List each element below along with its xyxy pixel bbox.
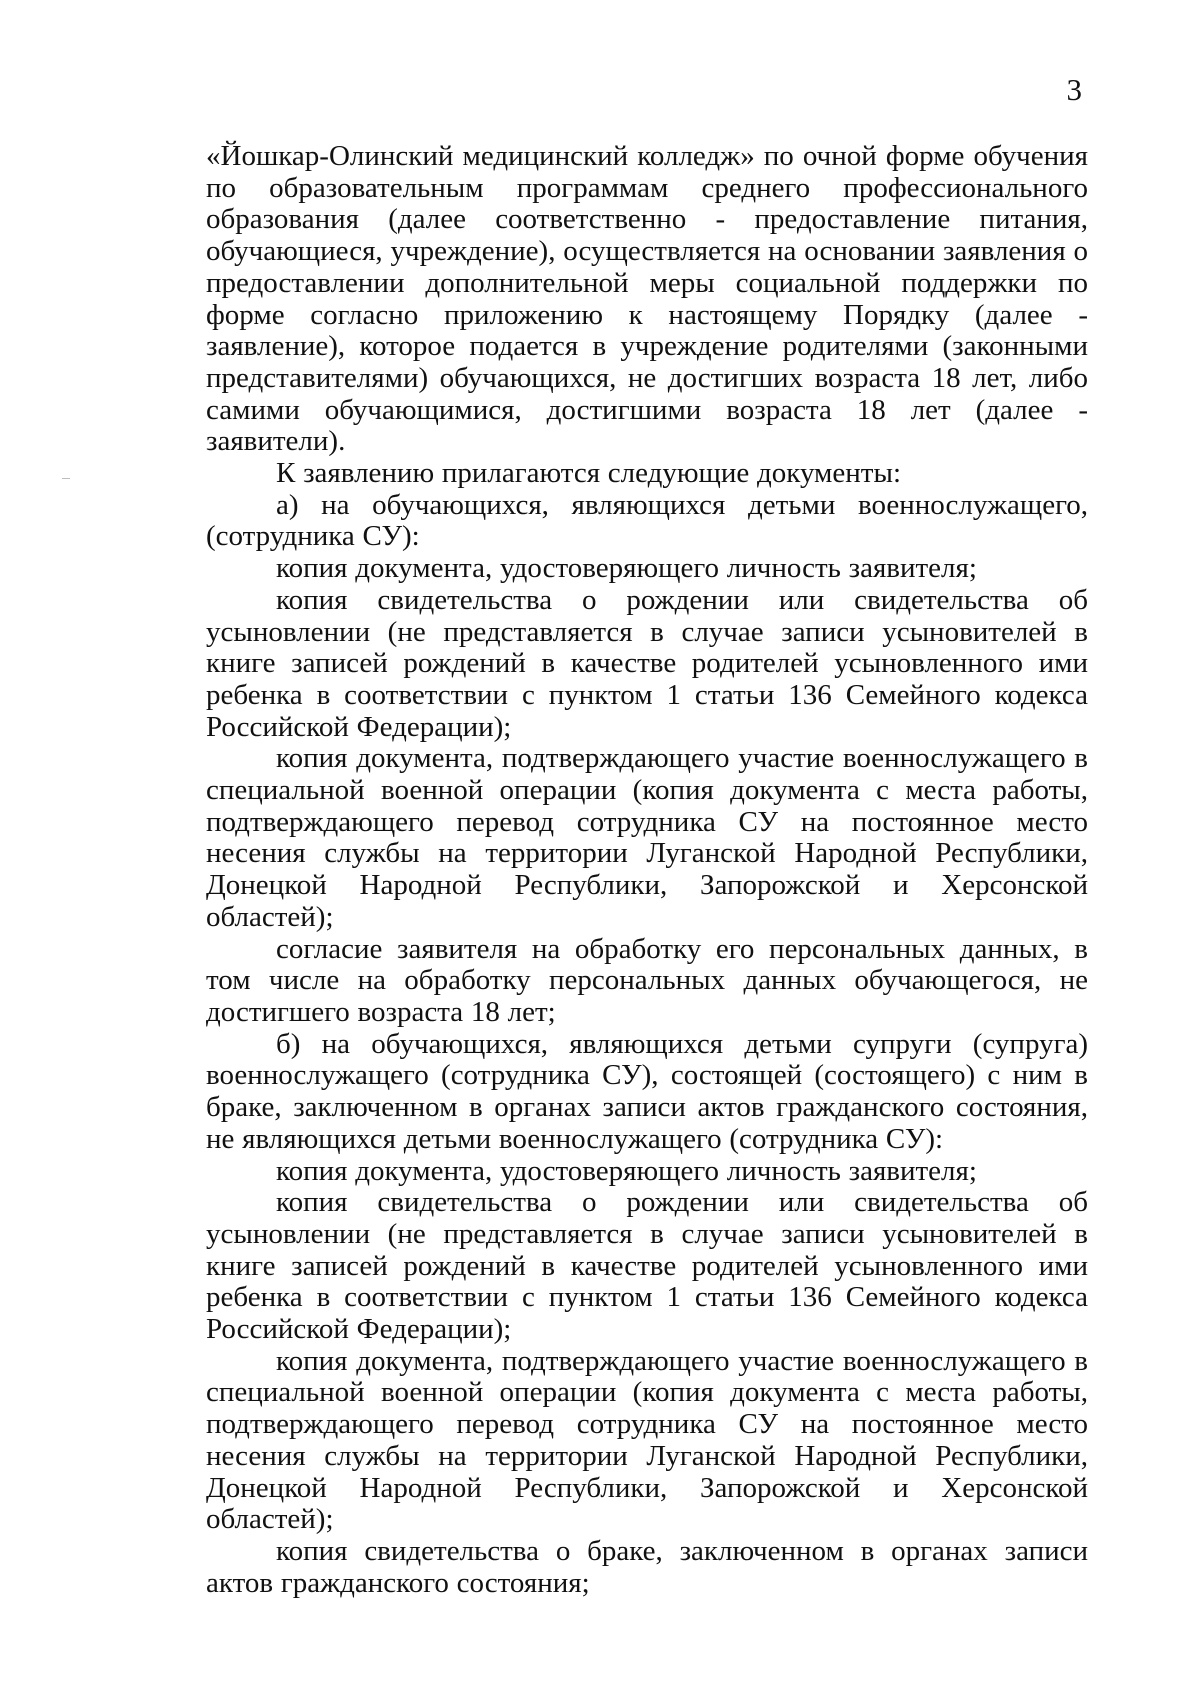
paragraph-a-consent: согласие заявителя на обработку его персональных данных, в том числе на обработку персональных данных обучающегося, не достигшего возраста 18 лет;: [206, 932, 1088, 1028]
page-number: 3: [1066, 72, 1082, 107]
paragraph-b-birth-certificate: копия свидетельства о рождении или свидетельства об усыновлении (не представляется в случае записи усыновителей в книге записей рождений в качестве родителей усыновленного ими ребенка в соответствии с пунктом 1 статьи 136 Семейного кодекса Российской Федерации);: [206, 1186, 1088, 1346]
paragraph-a-participation-document: копия документа, подтверждающего участие военнослужащего в специальной военной операции (копия документа с места работы, подтверждающего перевод сотрудника СУ на постоянное место несения службы на территории Луганской Народной Республики, Донецкой Народной Республики, Запорожской и Херсонской областей);: [206, 742, 1088, 933]
paragraph-b-marriage-certificate: копия свидетельства о браке, заключенном в органах записи актов гражданского состояния;: [206, 1534, 1088, 1599]
paragraph-item-a: а) на обучающихся, являющихся детьми военнослужащего, (сотрудника СУ):: [206, 488, 1088, 553]
paragraph-documents-heading: К заявлению прилагаются следующие документы:: [276, 457, 902, 490]
document-body: [206, 141, 1088, 1599]
paragraph-intro: «Йошкар-Олинский медицинский колледж» по очной форме обучения по образовательным программам среднего профессионального образования (далее соответственно - предоставление питания, обучающиеся, учреждение), осуществляется на основании заявления о предоставлении дополнительной меры социальной поддержки по форме согласно приложению к настоящему Порядку (далее - заявление), которое подается в учреждение родителями (законными представителями) обучающихся, не достигших возраста 18 лет, либо самими обучающимися, достигшими возраста 18 лет (далее - заявители).: [206, 140, 1088, 458]
scan-mark: [62, 478, 70, 479]
paragraph-item-b: б) на обучающихся, являющихся детьми супруги (супруга) военнослужащего (сотрудника СУ), состоящей (состоящего) с ним в браке, заключенном в органах записи актов гражданского состояния, не являющихся детьми военнослужащего (сотрудника СУ):: [206, 1027, 1088, 1155]
paragraph-a-identity-document: копия документа, удостоверяющего личность заявителя;: [276, 552, 977, 585]
paragraph-b-identity-document: копия документа, удостоверяющего личность заявителя;: [276, 1154, 977, 1187]
paragraph-a-birth-certificate: копия свидетельства о рождении или свидетельства об усыновлении (не представляется в случае записи усыновителей в книге записей рождений в качестве родителей усыновленного ими ребенка в соответствии с пунктом 1 статьи 136 Семейного кодекса Российской Федерации);: [206, 583, 1088, 743]
paragraph-b-participation-document: копия документа, подтверждающего участие военнослужащего в специальной военной операции (копия документа с места работы, подтверждающего перевод сотрудника СУ на постоянное место несения службы на территории Луганской Народной Республики, Донецкой Народной Республики, Запорожской и Херсонской областей);: [206, 1344, 1088, 1536]
